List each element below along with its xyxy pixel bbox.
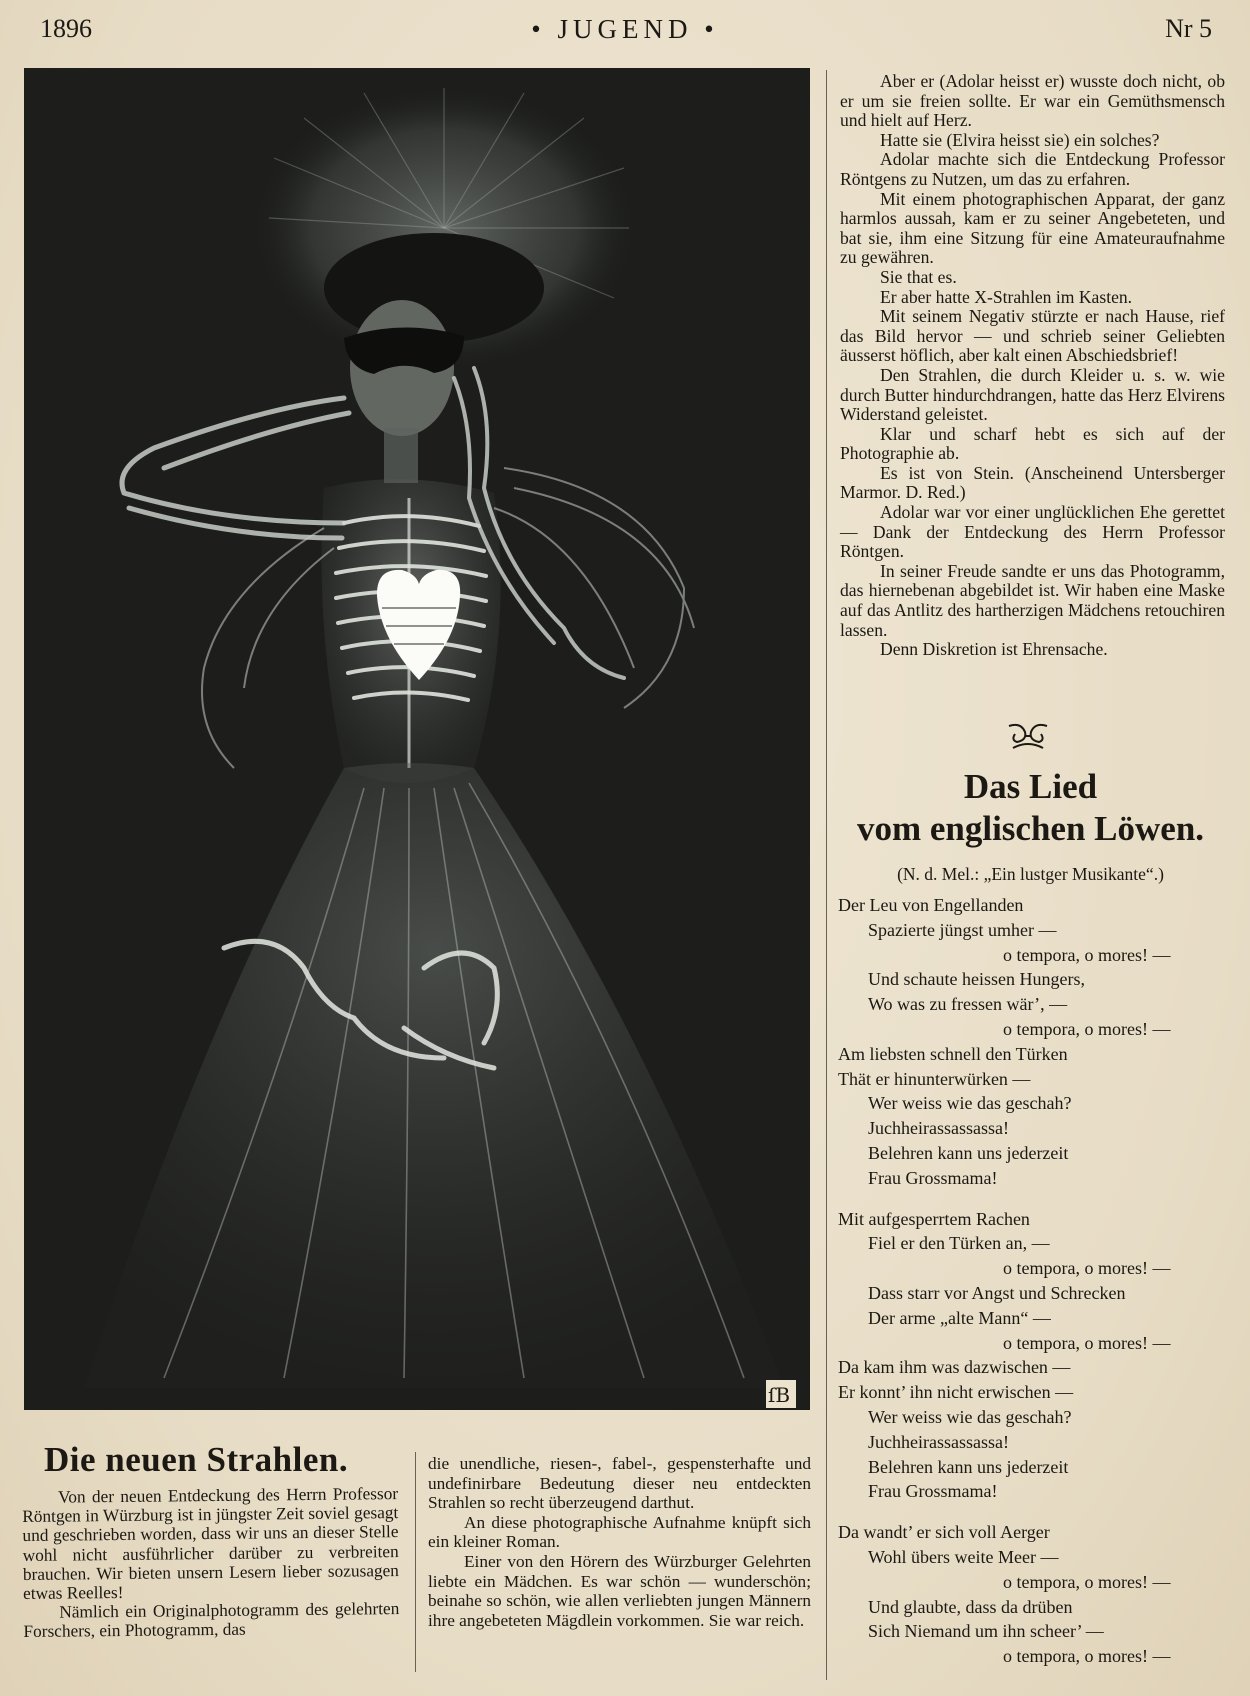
paragraph: Sie that es. [880, 266, 957, 287]
column-divider [826, 70, 827, 1680]
xray-illustration [24, 68, 810, 1410]
song-title [828, 766, 1233, 850]
song-title-line-2: vom englischen Löwen. [856, 809, 1205, 848]
verse-line: Wer weiss wie das geschah? [868, 1093, 1072, 1114]
verse-line: Wer weiss wie das geschah? [868, 1406, 1072, 1427]
story-continuation [840, 72, 1225, 660]
xray-figure-drawing [24, 68, 810, 1410]
verse-line: o tempora, o mores! — [1003, 1018, 1171, 1039]
verse-line: Wohl übers weite Meer — [868, 1546, 1059, 1567]
verse-line: o tempora, o mores! — [1003, 1258, 1171, 1279]
verse [838, 893, 1228, 1191]
verse-line: o tempora, o mores! — [1003, 1571, 1171, 1592]
article-column-2 [428, 1454, 811, 1630]
paragraph: Aber er (Adolar heisst er) wusste doch nicht, ob er um sie freien sollte. Er war ein Gemüthsmensch und hielt auf Herz. [840, 71, 1225, 131]
verse-line: Er konnt’ ihn nicht erwischen — [838, 1382, 1074, 1403]
paragraph: Denn Diskretion ist Ehrensache. [880, 639, 1108, 660]
verse-line: Fiel er den Türken an, — [868, 1233, 1050, 1254]
verse-line: Wo was zu fressen wär’, — [868, 994, 1068, 1015]
verse-line: Der arme „alte Mann“ — [868, 1307, 1051, 1328]
verse-line: Belehren kann uns jederzeit [868, 1142, 1069, 1163]
song-verses [838, 893, 1228, 1685]
verse-line: o tempora, o mores! — [1003, 1646, 1171, 1667]
verse [838, 1207, 1228, 1505]
paragraph: Adolar war vor einer unglücklichen Ehe gerettet — Dank der Entdeckung des Herrn Professor Röntgen. [840, 502, 1225, 562]
verse-line: Und schaute heissen Hungers, [868, 969, 1085, 990]
ornament-icon [1003, 718, 1053, 754]
verse-line: Am liebsten schnell den Türken [838, 1043, 1068, 1064]
header-title: • JUGEND • [531, 14, 719, 44]
paragraph: Adolar machte sich die Entdeckung Professor Röntgens zu Nutzen, um das zu erfahren. [840, 149, 1225, 189]
verse-line: Frau Grossmama! [868, 1167, 998, 1188]
artist-monogram-icon [766, 1380, 796, 1408]
verse-line: Sich Niemand um ihn scheer’ — [868, 1621, 1104, 1642]
verse-line: Juchheirassassassa! [868, 1431, 1009, 1452]
paragraph: Hatte sie (Elvira heisst sie) ein solches? [880, 129, 1160, 150]
paragraph: die unendliche, riesen-, fabel-, gespensterhafte und undefinirbare Bedeutung dieser neu entdeckten Strahlen so recht überzeugend darthut. [428, 1454, 811, 1513]
verse-line: o tempora, o mores! — [1003, 1332, 1171, 1353]
verse-line: Thät er hinunterwürken — [838, 1068, 1031, 1089]
song-melody-note: (N. d. Mel.: „Ein lustger Musikante“.) [897, 864, 1164, 884]
verse-line: Und glaubte, dass da drüben [868, 1596, 1073, 1617]
paragraph: Er aber hatte X-Strahlen im Kasten. [880, 286, 1133, 307]
paragraph: Von der neuen Entdeckung des Herrn Professor Röntgen in Würzburg ist in jüngster Zeit soviel gesagt und geschrieben worden, dass wir uns an dieser Stelle wohl nicht ausführlicher darüber zu verbreiten brauchen. Wir bieten unsern Lesern lieber sozusagen etwas Reelles! [22, 1484, 399, 1604]
paragraph: Es ist von Stein. (Anscheinend Untersberger Marmor. D. Red.) [840, 462, 1225, 503]
article-title: Die neuen Strahlen. [44, 1440, 349, 1479]
svg-text:ſB: ſB [768, 1383, 791, 1407]
bottom-column-divider [415, 1452, 416, 1672]
verse-line: Juchheirassassassa! [868, 1118, 1009, 1139]
verse-line: Frau Grossmama! [868, 1481, 998, 1502]
verse-line: Belehren kann uns jederzeit [868, 1456, 1069, 1477]
verse-line: Dass starr vor Angst und Schrecken [868, 1282, 1126, 1303]
header-year: 1896 [40, 14, 92, 43]
verse-line: Da kam ihm was dazwischen — [838, 1357, 1071, 1378]
paragraph: Mit einem photographischen Apparat, der ganz harmlos aussah, kam er zu seiner Angebeteten, und bat sie, ihm eine Sitzung für eine Amateuraufnahme zu gewähren. [840, 188, 1225, 268]
song-title-line-1: Das Lied [963, 767, 1098, 806]
paragraph: An diese photographische Aufnahme knüpft sich ein kleiner Roman. [428, 1512, 811, 1552]
paragraph: Mit seinem Negativ stürzte er nach Hause, rief das Bild hervor — und schrieb seiner Geliebten äusserst höflich, aber kalt einen Abschiedsbrief! [840, 306, 1225, 366]
verse-line: Der Leu von Engellanden [838, 895, 1024, 915]
paragraph: Klar und scharf hebt es sich auf der Photographie ab. [840, 423, 1225, 464]
verse-line: Mit aufgesperrtem Rachen [838, 1208, 1030, 1229]
article-column-1 [22, 1484, 400, 1642]
header-issue-number: Nr 5 [1165, 14, 1212, 43]
verse-line: Spazierte jüngst umher — [868, 919, 1057, 940]
verse-line: o tempora, o mores! — [1003, 944, 1171, 965]
paragraph: Einer von den Hörern des Würzburger Gelehrten liebte ein Mädchen. Es war schön — wunderschön; beinahe so schön, wie allen verliebten jungen Männern ihre angebeteten Mägdlein vorkommen. Sie war reich. [428, 1551, 811, 1630]
paragraph: In seiner Freude sandte er uns das Photogramm, das hiernebenan abgebildet ist. Wir haben eine Maske auf das Antlitz des hartherzigen Mädchens retouchiren lassen. [840, 560, 1225, 640]
verse-line: Da wandt’ er sich voll Aerger [838, 1522, 1050, 1543]
verse [838, 1520, 1228, 1669]
page-header [0, 14, 1250, 54]
paragraph: Nämlich ein Originalphotogramm des gelehrten Forschers, ein Photogramm, das [23, 1599, 400, 1642]
paragraph: Den Strahlen, die durch Kleider u. s. w. wie durch Butter hindurchdrangen, hatte das Herz Elvirens Widerstand geleistet. [840, 364, 1225, 425]
